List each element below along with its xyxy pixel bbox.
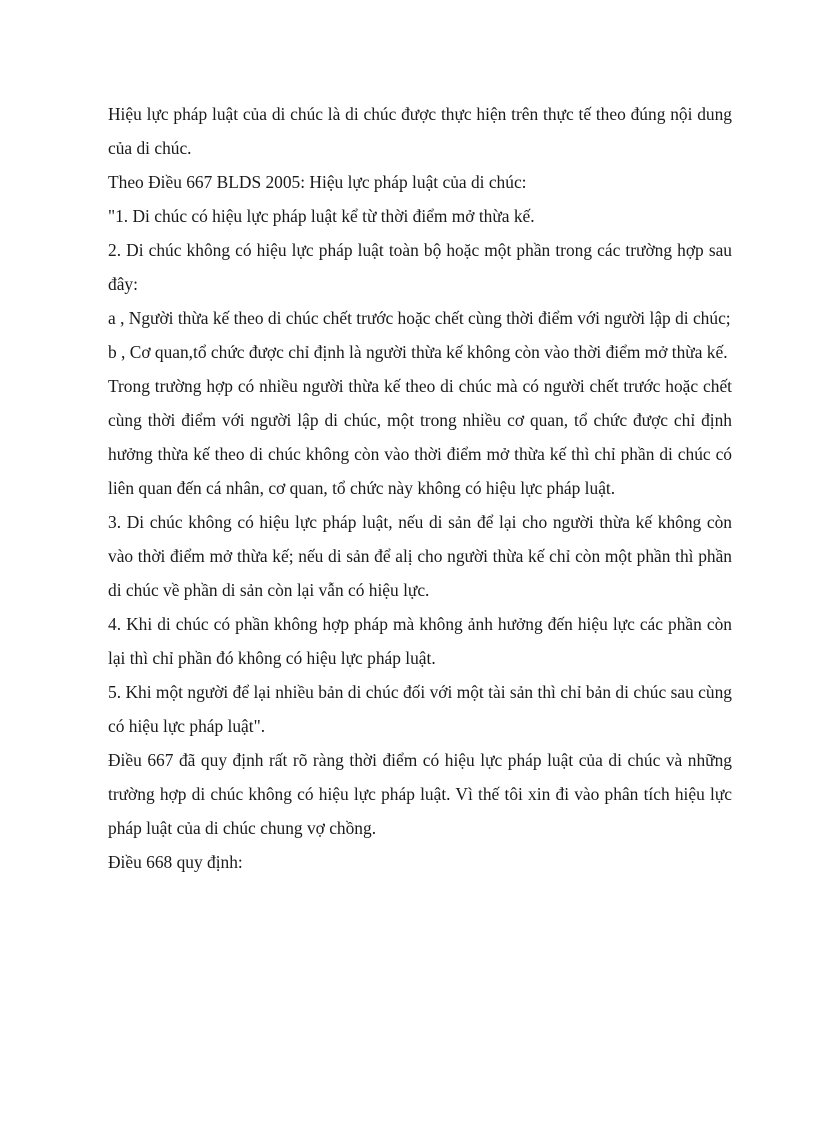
paragraph-11: Điều 667 đã quy định rất rõ ràng thời điểm có hiệu lực pháp luật của di chúc và những trường hợp di chúc không có hiệu lực pháp luật. Vì thế tôi xin đi vào phân tích hiệu lực pháp luật của di chúc chung vợ chồng.	[108, 750, 732, 838]
paragraph-4: 2. Di chúc không có hiệu lực pháp luật toàn bộ hoặc một phần trong các trường hợp sau đây:	[108, 240, 732, 294]
paragraph-3: "1. Di chúc có hiệu lực pháp luật kể từ thời điểm mở thừa kế.	[108, 206, 535, 226]
paragraph-6: b , Cơ quan,tổ chức được chỉ định là người thừa kế không còn vào thời điểm mở thừa kế.	[108, 342, 728, 362]
paragraph-8: 3. Di chúc không có hiệu lực pháp luật, nếu di sản để lại cho người thừa kế không còn vào thời điểm mở thừa kế; nếu di sản để alị cho người thừa kế chỉ còn một phần thì phần di chúc về phần di sản còn lại vẫn có hiệu lực.	[108, 512, 732, 600]
paragraph-5: a , Người thừa kế theo di chúc chết trước hoặc chết cùng thời điểm với người lập di chúc;	[108, 308, 731, 328]
paragraph-10: 5. Khi một người để lại nhiều bản di chúc đối với một tài sản thì chỉ bản di chúc sau cùng có hiệu lực pháp luật".	[108, 682, 732, 736]
paragraph-12: Điều 668 quy định:	[108, 852, 243, 872]
paragraph-2: Theo Điều 667 BLDS 2005: Hiệu lực pháp luật của di chúc:	[108, 172, 527, 192]
paragraph-7: Trong trường hợp có nhiều người thừa kế theo di chúc mà có người chết trước hoặc chết cùng thời điểm với người lập di chúc, một trong nhiều cơ quan, tổ chức được chỉ định hưởng thừa kế theo di chúc không còn vào thời điểm mở thừa kế thì chỉ phần di chúc có liên quan đến cá nhân, cơ quan, tổ chức này không có hiệu lực pháp luật.	[108, 376, 732, 498]
paragraph-9: 4. Khi di chúc có phần không hợp pháp mà không ảnh hưởng đến hiệu lực các phần còn lại thì chỉ phần đó không có hiệu lực pháp luật.	[108, 614, 732, 668]
document-body	[108, 97, 732, 879]
paragraph-1: Hiệu lực pháp luật của di chúc là di chúc được thực hiện trên thực tế theo đúng nội dung của di chúc.	[108, 104, 732, 158]
